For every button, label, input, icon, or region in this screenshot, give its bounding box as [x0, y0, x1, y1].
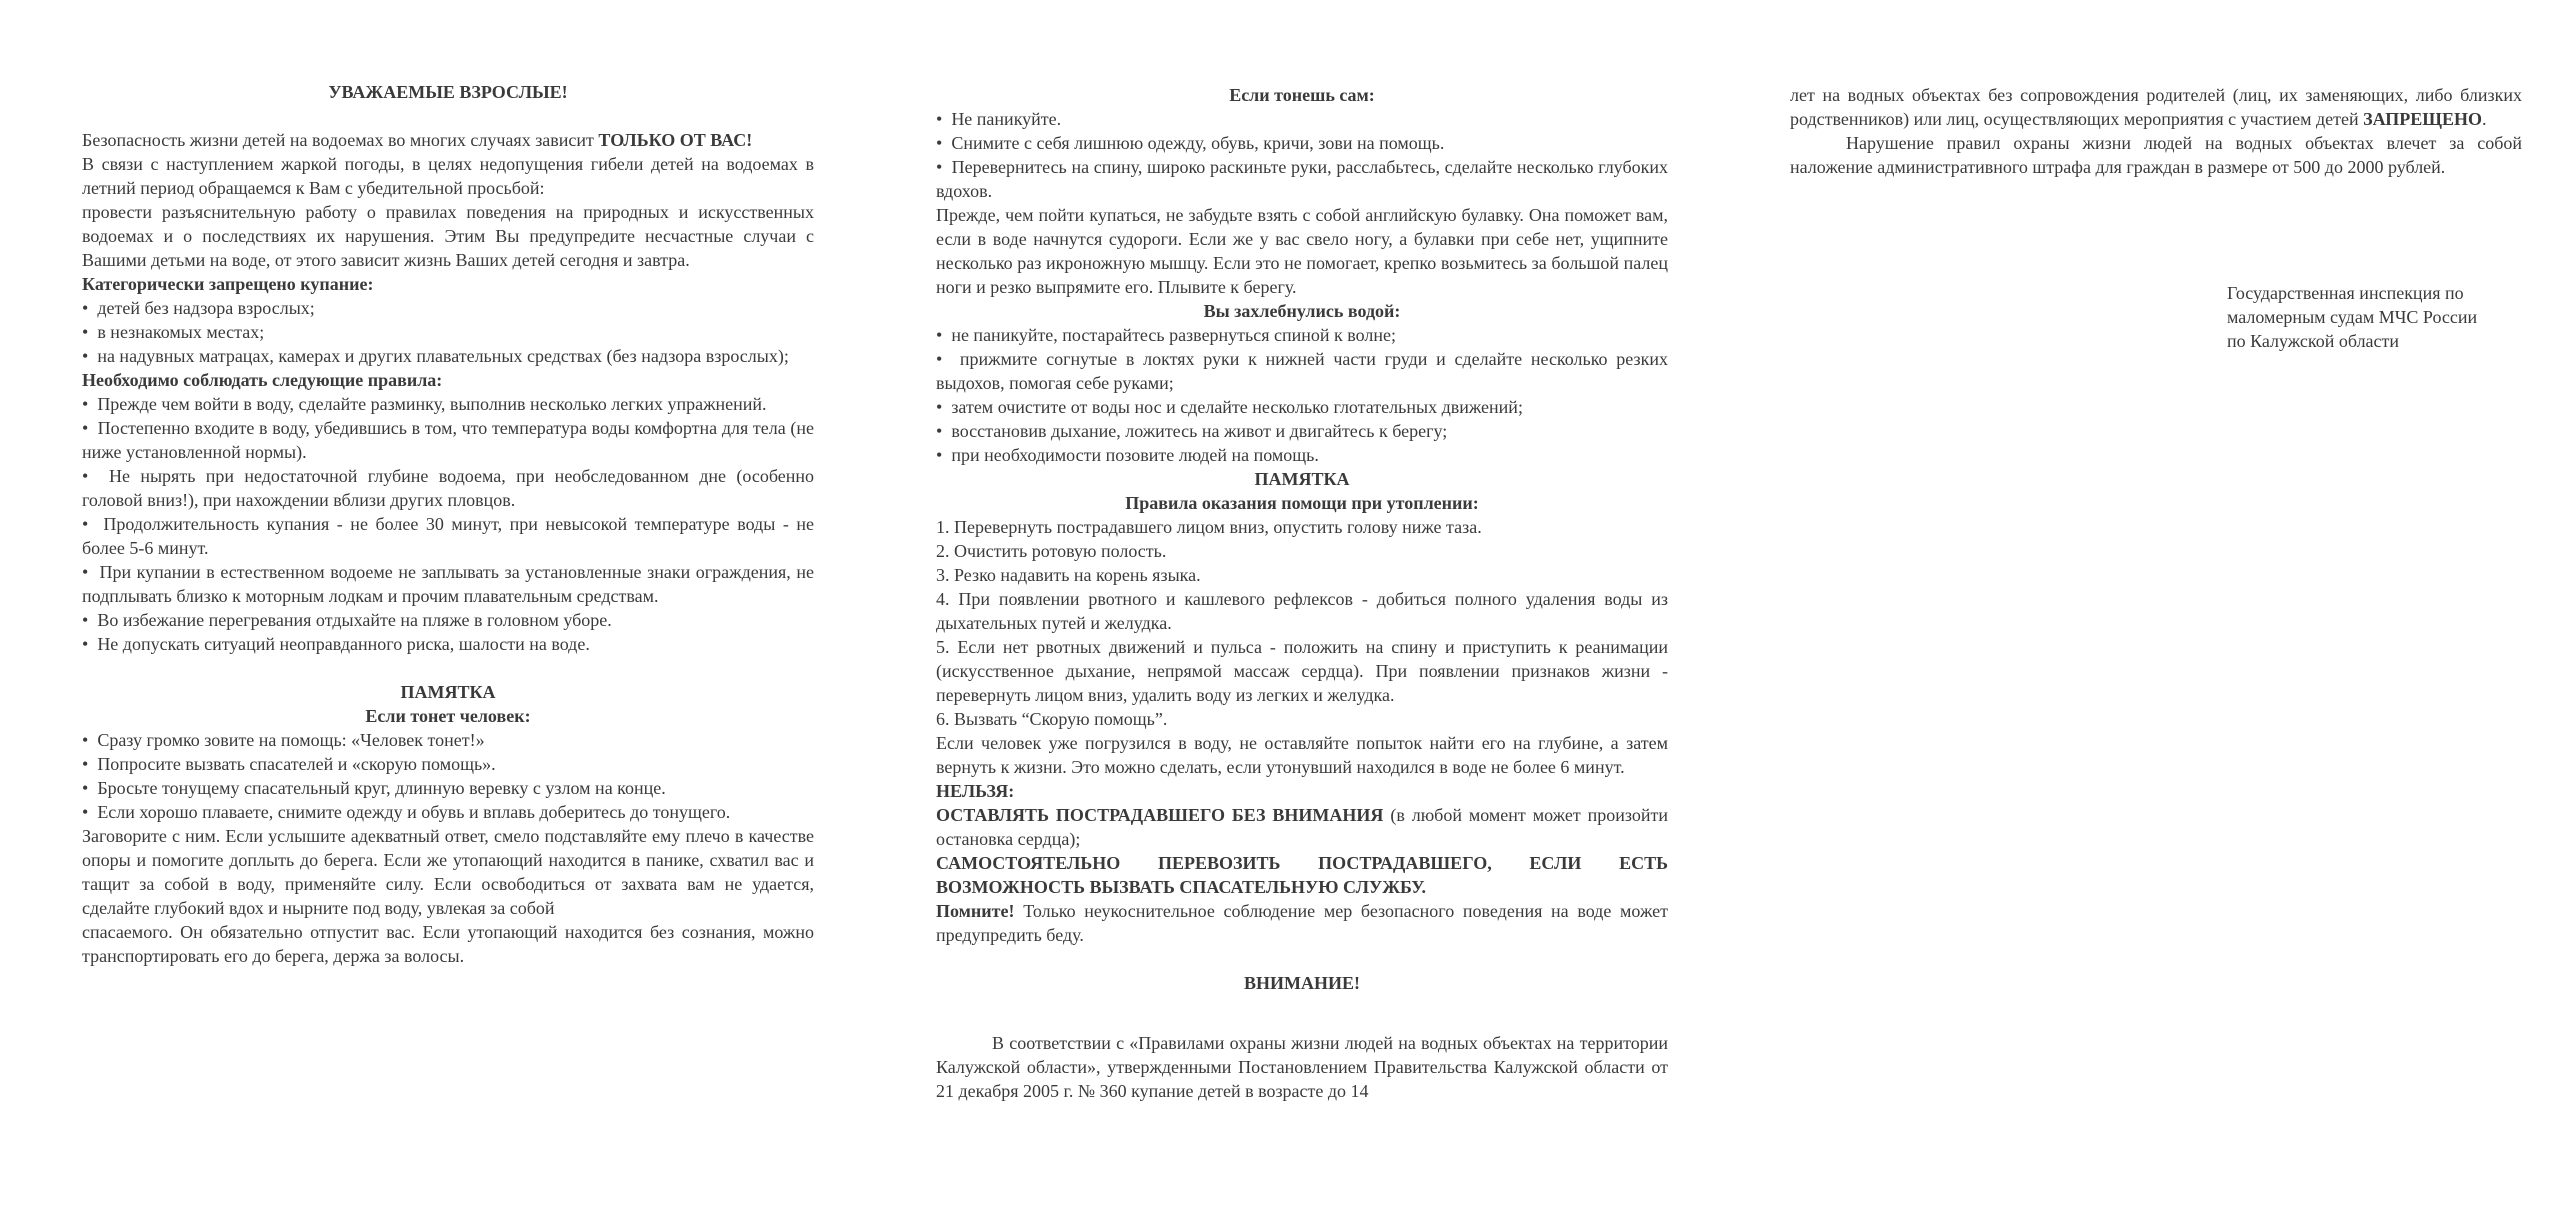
list-item: • При купании в естественном водоеме не заплывать за установленные знаки ограждения, не подплывать близко к моторным лодкам и прочим плавательным средствам. — [82, 560, 814, 608]
main-title: УВАЖАЕМЫЕ ВЗРОСЛЫЕ! — [328, 82, 568, 102]
paragraph: спасаемого. Он обязательно отпустит вас. Если утопающий находится без сознания, можно транспортировать его до берега, держа за волосы. — [82, 922, 814, 966]
list-item: • Продолжительность купания - не более 30 минут, при невысокой температуре воды - не более 5-6 минут. — [82, 512, 814, 560]
step-item: 6. Вызвать “Скорую помощь”. — [936, 709, 1168, 729]
list-item: • Перевернитесь на спину, широко раскиньте руки, расслабьтесь, сделайте несколько глубоких вдохов. — [936, 155, 1668, 203]
warning-item: САМОСТОЯТЕЛЬНО ПЕРЕВОЗИТЬ ПОСТРАДАВШЕГО, ЕСЛИ ЕСТЬ ВОЗМОЖНОСТЬ ВЫЗВАТЬ СПАСАТЕЛЬНУЮ СЛУЖБУ. — [936, 853, 1668, 897]
paragraph: Заговорите с ним. Если услышите адекватный ответ, смело подставляйте ему плечо в качестве опоры и помогите доплыть до берега. Если же утопающий находится в панике, схватил вас и тащит за собой в воду, применяйте силу. Если освободиться от захвата вам не удается, сделайте глубокий вдох и нырните под воду, увлекая за собой — [82, 826, 814, 918]
list-item: • Во избежание перегревания отдыхайте на пляже в головном уборе. — [82, 608, 814, 632]
memo-subtitle: Если тонет человек: — [365, 706, 531, 726]
step-item: 1. Перевернуть пострадавшего лицом вниз, опустить голову ниже таза. — [936, 517, 1482, 537]
memo-subtitle: Правила оказания помощи при утоплении: — [1125, 493, 1479, 513]
intro-paragraph — [82, 128, 814, 152]
paragraph: провести разъяснительную работу о правилах поведения на природных и искусственных водоемах и о последствиях их нарушения. Этим Вы предупредите несчастные случаи с Вашими детьми на воде, от этого зависит жизнь Ваших детей сегодня и завтра. — [82, 202, 814, 270]
memo-title: ПАМЯТКА — [1254, 469, 1350, 489]
warning-emphasis: ОСТАВЛЯТЬ ПОСТРАДАВШЕГО БЕЗ ВНИМАНИЯ — [936, 805, 1384, 825]
forbidden-heading: Категорически запрещено купание: — [82, 274, 374, 294]
list-item: • восстановив дыхание, ложитесь на живот и двигайтесь к берегу; — [936, 419, 1668, 443]
step-item: 4. При появлении рвотного и кашлевого рефлексов - добиться полного удаления воды из дыхательных путей и желудка. — [936, 589, 1668, 633]
law-emphasis: ЗАПРЕЩЕНО — [2363, 109, 2482, 129]
remember-paragraph — [936, 899, 1668, 947]
remember-text: Только неукоснительное соблюдение мер безопасного поведения на воде может предупредить беду. — [936, 901, 1669, 945]
remember-emphasis: Помните! — [936, 901, 1015, 921]
list-item: • в незнакомых местах; — [82, 320, 814, 344]
column-left — [82, 80, 814, 968]
nelzya-heading: НЕЛЬЗЯ: — [936, 781, 1015, 801]
signature-line: маломерным судам МЧС России — [2227, 307, 2478, 327]
law-dot: . — [2481, 109, 2487, 129]
signature-line: по Калужской области — [2227, 331, 2400, 351]
self-heading: Если тонешь сам: — [1229, 85, 1375, 105]
list-item: • при необходимости позовите людей на помощь. — [936, 443, 1668, 467]
attention-heading: ВНИМАНИЕ! — [1244, 973, 1360, 993]
intro-text: Безопасность жизни детей на водоемах во многих случаях зависит — [82, 130, 594, 150]
signature-line: Государственная инспекция по — [2227, 283, 2464, 303]
list-item: • Если хорошо плаваете, снимите одежду и обувь и вплавь доберитесь до тонущего. — [82, 800, 814, 824]
list-item: • Сразу громко зовите на помощь: «Человек тонет!» — [82, 728, 814, 752]
list-item: • затем очистите от воды нос и сделайте несколько глотательных движений; — [936, 395, 1668, 419]
intro-emphasis: ТОЛЬКО ОТ ВАС! — [598, 130, 753, 150]
paragraph: Прежде, чем пойти купаться, не забудьте взять с собой английскую булавку. Она поможет вам, если в воде начнутся судороги. Если же у вас свело ногу, а булавки при себе нет, ущипните несколько раз икроножную мышцу. Если это не помогает, крепко возьмитесь за большой палец ноги и резко выпрямите его. Плывите к берегу. — [936, 205, 1668, 297]
list-item: • прижмите согнутые в локтях руки к нижней части груди и сделайте несколько резких выдохов, помогая себе руками; — [936, 347, 1668, 395]
step-item: 2. Очистить ротовую полость. — [936, 541, 1167, 561]
law-paragraph: В соответствии с «Правилами охраны жизни людей на водных объектах на территории Калужской области», утвержденными Постановлением Правительства Калужской области от 21 декабря 2005 г. № 360 купание детей в возрасте до 14 — [936, 1033, 1668, 1101]
list-item: • не паникуйте, постарайтесь развернуться спиной к волне; — [936, 323, 1668, 347]
list-item: • Не паникуйте. — [936, 107, 1668, 131]
list-item: • детей без надзора взрослых; — [82, 296, 814, 320]
memo-title: ПАМЯТКА — [400, 682, 496, 702]
list-item: • Снимите с себя лишнюю одежду, обувь, кричи, зови на помощь. — [936, 131, 1668, 155]
list-item: • Прежде чем войти в воду, сделайте разминку, выполнив несколько легких упражнений. — [82, 392, 814, 416]
list-item: • Попросите вызвать спасателей и «скорую помощь». — [82, 752, 814, 776]
list-item: • Не нырять при недостаточной глубине водоема, при необследованном дне (особенно головой вниз!), при нахождении вблизи других пловцов. — [82, 464, 814, 512]
column-right — [1790, 83, 2522, 179]
warning-text: (в любой момент может произойти остановка сердца); — [936, 805, 1669, 849]
paragraph: Если человек уже погрузился в воду, не оставляйте попыток найти его на глубине, а затем вернуть к жизни. Это можно сделать, если утонувший находился в воде не более 6 минут. — [936, 733, 1668, 777]
law-text: лет на водных объектах без сопровождения родителей (лиц, их заменяющих, либо близких родственников) или лиц, осуществляющих мероприятия с участием детей — [1790, 85, 2522, 129]
rules-heading: Необходимо соблюдать следующие правила: — [82, 370, 443, 390]
choked-heading: Вы захлебнулись водой: — [1203, 301, 1401, 321]
step-item: 3. Резко надавить на корень языка. — [936, 565, 1201, 585]
list-item: • Бросьте тонущему спасательный круг, длинную веревку с узлом на конце. — [82, 776, 814, 800]
list-item: • Постепенно входите в воду, убедившись в том, что температура воды комфортна для тела (не ниже установленной нормы). — [82, 416, 814, 464]
list-item: • на надувных матрацах, камерах и других плавательных средствах (без надзора взрослых); — [82, 344, 814, 368]
fine-paragraph: Нарушение правил охраны жизни людей на водных объектах влечет за собой наложение административного штрафа для граждан в размере от 500 до 2000 рублей. — [1790, 133, 2522, 177]
column-middle — [936, 83, 1668, 1103]
list-item: • Не допускать ситуаций неоправданного риска, шалости на воде. — [82, 632, 814, 656]
step-item: 5. Если нет рвотных движений и пульса - положить на спину и приступить к реанимации (искусственное дыхание, непрямой массаж сердца). При появлении признаков жизни - перевернуть лицом вниз, удалить воду из легких и желудка. — [936, 637, 1668, 705]
warning-item — [936, 803, 1668, 851]
paragraph: В связи с наступлением жаркой погоды, в целях недопущения гибели детей на водоемах в летний период обращаемся к Вам с убедительной просьбой: — [82, 154, 814, 198]
law-continuation — [1790, 83, 2522, 131]
signature-block — [2227, 281, 2527, 353]
